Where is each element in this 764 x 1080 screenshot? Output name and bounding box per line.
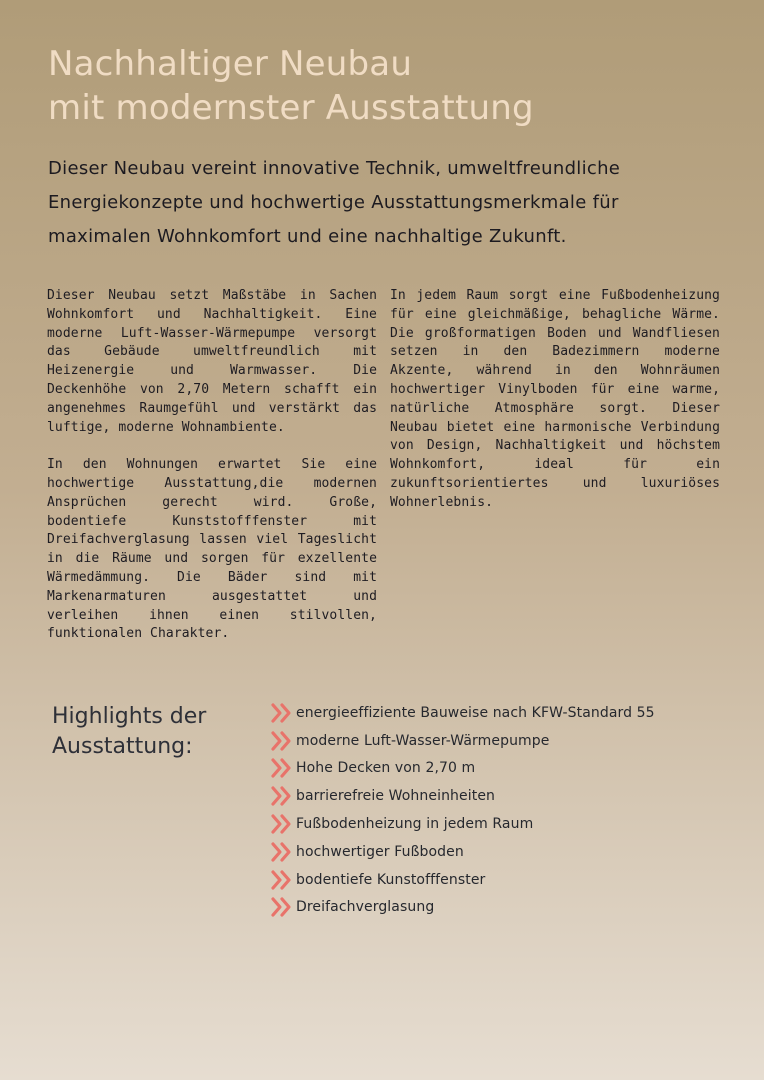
- lead-line-1: Dieser Neubau vereint innovative Technik, umweltfreundliche: [48, 158, 621, 179]
- highlight-item: [268, 782, 655, 810]
- highlight-item-label: energieeffiziente Bauweise nach KFW-Standard 55: [296, 704, 655, 721]
- highlights-heading-line-2: Ausstattung:: [52, 734, 193, 759]
- double-chevron-right-icon: [268, 869, 294, 891]
- title-line-2: mit modernster Ausstattung: [48, 88, 534, 128]
- title-line-1: Nachhaltiger Neubau: [48, 44, 413, 84]
- lead-paragraph: [48, 152, 738, 254]
- body-column-left: [47, 287, 377, 644]
- highlights-heading: [52, 702, 252, 762]
- body-paragraph: Dieser Neubau setzt Maßstäbe in Sachen Wohnkomfort und Nachhaltigkeit. Eine moderne Luft-Wasser-Wärmepumpe versorgt das Gebäude umweltfreundlich mit Heizenergie und Warmwasser. Die Deckenhöhe von 2,70 Metern schafft ein angenehmes Raumgefühl und verstärkt das luftige, moderne Wohnambiente.: [47, 288, 377, 435]
- highlights-list: [268, 699, 655, 921]
- highlight-item: [268, 699, 655, 727]
- body-column-right: [390, 287, 720, 513]
- body-paragraph: In den Wohnungen erwartet Sie eine hochwertige Ausstattung,die modernen Ansprüchen gerecht wird. Große, bodentiefe Kunststofffenster mit Dreifachverglasung lassen viel Tageslicht in die Räume und sorgen für exzellente Wärmedämmung. Die Bäder sind mit Markenarmaturen ausgestattet und verleihen ihnen einen stilvollen, funktionalen Charakter.: [47, 457, 377, 642]
- double-chevron-right-icon: [268, 841, 294, 863]
- double-chevron-right-icon: [268, 896, 294, 918]
- highlight-item-label: moderne Luft-Wasser-Wärmepumpe: [296, 732, 550, 749]
- double-chevron-right-icon: [268, 813, 294, 835]
- highlight-item-label: Hohe Decken von 2,70 m: [296, 760, 476, 777]
- highlight-item: [268, 810, 655, 838]
- page-title: [48, 42, 728, 130]
- double-chevron-right-icon: [268, 757, 294, 779]
- highlight-item-label: hochwertiger Fußboden: [296, 843, 464, 860]
- highlight-item-label: bodentiefe Kunstofffenster: [296, 871, 486, 888]
- lead-line-2: Energiekonzepte und hochwertige Ausstattungsmerkmale für: [48, 192, 619, 213]
- lead-line-3: maximalen Wohnkomfort und eine nachhaltige Zukunft.: [48, 226, 567, 247]
- double-chevron-right-icon: [268, 730, 294, 752]
- highlight-item-label: Dreifachverglasung: [296, 899, 435, 916]
- double-chevron-right-icon: [268, 702, 294, 724]
- highlight-item: [268, 838, 655, 866]
- highlight-item-label: barrierefreie Wohneinheiten: [296, 788, 496, 805]
- double-chevron-right-icon: [268, 785, 294, 807]
- body-paragraph: In jedem Raum sorgt eine Fußbodenheizung für eine gleichmäßige, behagliche Wärme. Die großformatigen Boden und Wandfliesen setzen in den Badezimmern moderne Akzente, während in den Wohnräumen hochwertiger Vinylboden für eine warme, natürliche Atmosphäre sorgt. Dieser Neubau bietet eine harmonische Verbindung von Design, Nachhaltigkeit und höchstem Wohnkomfort, ideal für ein zukunftsorientiertes und luxuriöses Wohnerlebnis.: [390, 288, 720, 510]
- highlight-item-label: Fußbodenheizung in jedem Raum: [296, 816, 534, 833]
- highlight-item: [268, 755, 655, 783]
- highlights-heading-line-1: Highlights der: [52, 704, 207, 729]
- highlight-item: [268, 894, 655, 922]
- highlight-item: [268, 866, 655, 894]
- highlight-item: [268, 727, 655, 755]
